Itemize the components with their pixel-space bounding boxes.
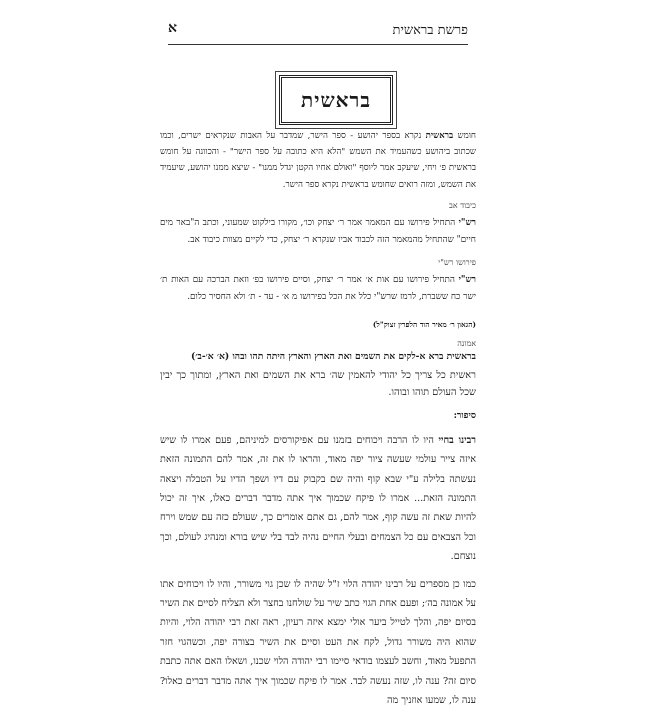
section-label-perush: פירושו רש"י — [438, 257, 476, 267]
parasha-title: בראשית — [301, 87, 371, 112]
verse-text: בראשית ברא א-לקים את השמים ואת הארץ והארץ היתה תהו ובהו (א׳ א׳-ב׳) — [190, 350, 476, 362]
verse-explanation: ראשית כל צריך כל יהודי להאמין שה׳ ברא את השמים ואת הארץ, ומתוך כך יבין שכל העולם תוהו ובוהו. — [160, 369, 476, 398]
page-body — [160, 128, 476, 711]
perush-lead: רש"י — [458, 274, 477, 285]
intro-bold-word: בראשית — [425, 131, 454, 141]
running-title: פרשת בראשית — [392, 23, 468, 38]
intro-paragraph — [160, 128, 476, 193]
kibud-av-lead: רש"י — [458, 217, 477, 228]
story-paragraph-1 — [160, 431, 476, 567]
intro-lead: חומש — [457, 131, 477, 141]
section-label-kibud-av: כיבוד אב — [449, 200, 476, 210]
page-number: א — [168, 20, 177, 36]
story-paragraph-2: כמו כן מספרים על רבינו יהודה הלוי ז"ל שהיה לו שכן גוי משורר, והיו לו ויכוחים אתו על אמונה בה׳; ופעם אחת הגוי כתב שיר על שולחנו בחצר ולא הצליח לסיים את השיר בסיום יפה, והלך לטייל ביער אולי ימצא איזה רעיון, ראה זאת רבי יהודה הלוי, והיות שהוא היה משורר גדול, לקח את העט וסיים את השיר בצורה יפה, וכשהגוי חזר התפעל מאוד, וחשב לעצמו בודאי סיימו רבי יהודה הלוי שכנו, ושאלו האם אתה כתבת סיום זה? ענה לו, שזה נעשה לבד. אמר לו פיקח שכמוך איך אתה מדבר דברים כאלו? ענה לו, שמעו אוזניך מה — [160, 578, 476, 707]
header-rule — [168, 44, 468, 45]
perush-text: התחיל פירושו עם אות א׳ אמר ר׳ יצחק, וסיים פירושו בפ׳ וזאת הברכה עם האות ת׳ ישר כח ששברת, לרמז שרש"י כלל את הכל בפירושו מ א׳ - עד - ת׳ ולא החסיר כלום. — [160, 274, 476, 303]
page-header — [168, 22, 468, 40]
source-attribution: (הגאון ר׳ מאיר הוד הלפרין זצוק"ל) — [372, 319, 476, 329]
kibud-av-text: התחיל פירושו עם המאמר אמר ר׳ יצחק וכו׳, מקורו בילקוט שמעוני, וכתב ה"באר מים חיים" שהתחיל מהמאמר הזה לכבוד אביו שנקרא ר׳ יצחק, כדי לקיים מצוות כיבוד אב. — [160, 217, 476, 246]
story-text-1: היו לו הרבה ויכוחים בזמנו עם אפיקורסים למיניהם, פעם אמרו לו שיש איזה צייר עולמי שעשה ציור יפה מאוד, והראו לו את זה, אמר להם התמונה הזאת נעשתה בלילה ע"י שבא קוף והיה שם בקבוק עם דיו ושפך הדיו על הטבלה ויצאה התמונה הזאת... אמרו לו פיקח שכמוך איך אתה מדבר דברים כאלו, איך זה יכול להיות שאת זה עשה קוף, אמר להם, גם אתם אומרים כך, שעולם כזה עם שמש וירח וכל הצבאים עם כל הצמחים ובעלי החיים נהיה לבד בלי שיש בורא ומנהיג לעולם, וכך נוצחם. — [160, 434, 476, 563]
perush-paragraph — [160, 272, 476, 307]
kibud-av-paragraph — [160, 215, 476, 250]
intro-text: נקרא בספר יהושע - ספר הישר, שמדבר על האבות שנקראים ישרים, וכמו שכתוב ביהושע כשהעמיד את השמש "הלא היא כתובה על ספר הישר" - והכוונה על חומש בראשית פ׳ ויחי, שיעקב אמר ליוסף "ואולם אחיו הקטן יגדל ממנו" - שיצא ממנו יהושע, שיעמיד את השמש, ומזה רואים שחומש בראשית נקרא ספר הישר. — [160, 131, 476, 190]
story-lead: רבינו בחיי — [438, 434, 477, 446]
parasha-title-frame — [279, 75, 393, 125]
story-label: סיפור: — [453, 410, 476, 421]
section-label-emunah: אמונה — [457, 338, 476, 348]
